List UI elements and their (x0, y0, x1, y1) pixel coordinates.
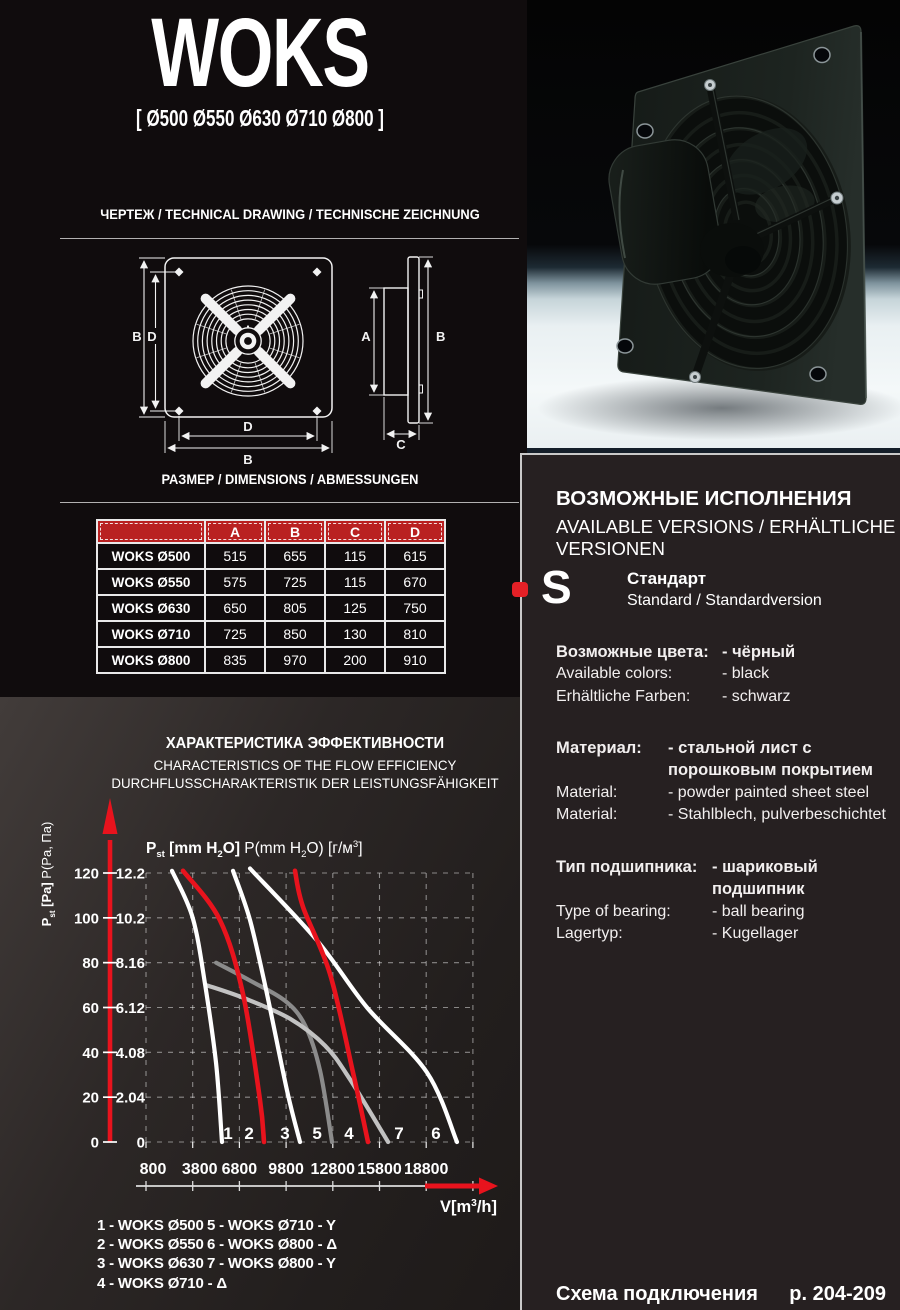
side-view (360, 257, 445, 452)
model-cell: WOKS Ø710 (97, 621, 205, 647)
versions-heading-ru: ВОЗМОЖНЫЕ ИСПОЛНЕНИЯ (556, 487, 852, 510)
spec-label: Erhältliche Farben: (556, 687, 691, 705)
spec-row (556, 901, 890, 923)
dim-label-A-side: A (361, 329, 371, 344)
curve-label-5: 5 (312, 1124, 322, 1143)
value-cell: 835 (205, 647, 265, 673)
model-cell: WOKS Ø630 (97, 595, 205, 621)
value-cell: 575 (205, 569, 265, 595)
spec-label: Материал: (556, 739, 642, 757)
spec-label: Возможные цвета: (556, 643, 709, 661)
x-axis-arrow (479, 1178, 498, 1195)
table-row (97, 595, 445, 621)
column-header-B: B (265, 520, 325, 543)
spec-value: - стальной лист с порошковым покрытием (668, 739, 873, 780)
svg-text:20: 20 (82, 1089, 99, 1107)
svg-text:15800: 15800 (357, 1161, 402, 1178)
spec-value: - ball bearing (712, 902, 805, 920)
spec-value: - чёрный (722, 643, 796, 661)
model-cell: WOKS Ø800 (97, 647, 205, 673)
spec-row (556, 641, 890, 663)
version-name-intl: Standard / Standardversion (627, 592, 822, 609)
svg-text:80: 80 (82, 955, 99, 973)
table-row (97, 569, 445, 595)
product-photo (527, 0, 900, 453)
table-row (97, 543, 445, 569)
footer-connection-diagram: Схема подключения (556, 1283, 758, 1305)
dim-label-D-left: D (147, 329, 157, 344)
value-cell: 725 (265, 569, 325, 595)
svg-text:18800: 18800 (403, 1161, 449, 1178)
svg-text:12800: 12800 (310, 1161, 356, 1178)
svg-text:120: 120 (73, 865, 99, 883)
legend-item: 2 - WOKS Ø550 (97, 1236, 204, 1254)
axis-title: $P_{st}$ [Pa] P(Pa, Па) (39, 821, 57, 927)
footer-page-reference: p. 204-209 (789, 1283, 886, 1305)
spec-bearing (556, 856, 890, 945)
table-row (97, 621, 445, 647)
divider (60, 502, 519, 503)
value-cell: 650 (205, 595, 265, 621)
legend-item: 1 - WOKS Ø500 (97, 1217, 204, 1234)
model-cell: WOKS Ø550 (97, 569, 205, 595)
left-top-panel (0, 0, 520, 697)
spec-label: Lagertyp: (556, 924, 623, 942)
spec-row (556, 804, 890, 826)
axis-title: $P_{st}$ [mm $H_2O$] P(mm $H_2O$) $[г/м^3]$ (146, 839, 363, 860)
page-subtitle: [ Ø500 Ø550 Ø630 Ø710 Ø800 ] (136, 105, 384, 131)
svg-text:40: 40 (82, 1044, 99, 1062)
spec-row (556, 686, 890, 708)
flow-heading-de: DURCHFLUSSCHARAKTERISTIK DER LEISTUNGSFÄHIGKEIT (111, 775, 499, 791)
page-title: WOKS (151, 0, 369, 107)
value-cell: 125 (325, 595, 385, 621)
dim-label-B-bottom: B (243, 452, 253, 467)
red-square-marker (512, 582, 528, 597)
svg-text:10.2: 10.2 (115, 910, 145, 928)
chart-grid (146, 873, 473, 1148)
dimensions-table (96, 519, 446, 674)
column-header-D: D (385, 520, 445, 543)
dim-label-B-side: B (436, 329, 446, 344)
svg-text:8.16: 8.16 (115, 955, 145, 973)
spec-row (556, 923, 890, 945)
spec-value: - Kugellager (712, 924, 799, 942)
versions-heading-intl: AVAILABLE VERSIONS / ERHÄLTLICHE VERSIONEN (556, 516, 896, 559)
spec-value: - Stahlblech, pulverbeschichtet (668, 805, 886, 823)
chart-legend-column-2 (207, 1216, 337, 1274)
value-cell: 750 (385, 595, 445, 621)
spec-label: Type of bearing: (556, 902, 671, 920)
spec-label: Тип подшипника: (556, 858, 698, 876)
value-cell: 115 (325, 543, 385, 569)
svg-text:60: 60 (82, 999, 99, 1017)
flow-chart (0, 790, 525, 1220)
curve-label-7: 7 (394, 1124, 404, 1143)
svg-text:3800: 3800 (181, 1161, 218, 1178)
legend-item: 3 - WOKS Ø630 (97, 1255, 204, 1273)
value-cell: 130 (325, 621, 385, 647)
value-cell: 810 (385, 621, 445, 647)
spec-row (556, 737, 890, 782)
dim-label-D-bottom: D (243, 419, 253, 434)
svg-text:6800: 6800 (221, 1161, 258, 1178)
spec-label: Material: (556, 805, 618, 823)
svg-text:800: 800 (139, 1161, 167, 1178)
legend-item: 4 - WOKS Ø710 - Δ (97, 1274, 227, 1292)
spec-row (556, 856, 890, 901)
dim-extensions (369, 257, 433, 440)
spec-label: Material: (556, 783, 618, 801)
technical-drawing (0, 245, 520, 473)
spec-label: Available colors: (556, 665, 673, 683)
curve-4 (295, 871, 368, 1142)
legend-item: 5 - WOKS Ø710 - Y (207, 1217, 336, 1234)
legend-item: 7 - WOKS Ø800 - Y (207, 1255, 336, 1273)
spec-row (556, 782, 890, 804)
spec-value: - schwarz (722, 687, 791, 705)
dim-lines (374, 260, 428, 434)
value-cell: 200 (325, 647, 385, 673)
divider (60, 238, 519, 239)
spec-value: - powder painted sheet steel (668, 783, 870, 801)
version-badge-s: S (541, 561, 572, 613)
value-cell: 115 (325, 569, 385, 595)
y-axis-arrow (103, 798, 118, 834)
curve-label-3: 3 (280, 1124, 290, 1143)
spec-material (556, 737, 890, 826)
value-cell: 655 (265, 543, 325, 569)
table-corner-cell (97, 520, 205, 543)
curve-label-4: 4 (344, 1124, 354, 1143)
curve-label-6: 6 (431, 1124, 441, 1143)
front-view (131, 258, 332, 467)
svg-text:9800: 9800 (268, 1161, 304, 1178)
svg-text:0: 0 (90, 1134, 99, 1152)
curve-5 (216, 963, 332, 1142)
value-cell: 615 (385, 543, 445, 569)
svg-text:6.12: 6.12 (115, 999, 145, 1017)
version-name-ru: Стандарт (627, 569, 707, 588)
spec-value: - шариковый подшипник (712, 858, 818, 899)
svg-text:0: 0 (136, 1134, 145, 1152)
spec-colors (556, 641, 890, 708)
dim-label-C-side: C (396, 437, 406, 452)
svg-text:100: 100 (73, 910, 99, 928)
column-header-C: C (325, 520, 385, 543)
value-cell: 910 (385, 647, 445, 673)
svg-text:12.2: 12.2 (115, 865, 145, 883)
flow-heading-en: CHARACTERISTICS OF THE FLOW EFFICIENCY (153, 757, 457, 773)
svg-text:4.08: 4.08 (115, 1044, 145, 1062)
value-cell: 805 (265, 595, 325, 621)
legend-item: 6 - WOKS Ø800 - Δ (207, 1236, 337, 1254)
value-cell: 725 (205, 621, 265, 647)
svg-text:2.04: 2.04 (115, 1089, 145, 1107)
spec-row (556, 663, 890, 685)
model-cell: WOKS Ø500 (97, 543, 205, 569)
dimensions-heading: РАЗМЕР / DIMENSIONS / ABMESSUNGEN (161, 471, 419, 487)
curve-2 (183, 871, 264, 1142)
axis-title: $V[m^3/h]$ (439, 1198, 497, 1216)
value-cell: 670 (385, 569, 445, 595)
curve-label-1: 1 (223, 1124, 233, 1143)
value-cell: 850 (265, 621, 325, 647)
value-cell: 515 (205, 543, 265, 569)
technical-drawing-heading: ЧЕРТЕЖ / TECHNICAL DRAWING / TECHNISCHE ZEICHNUNG (100, 206, 480, 222)
table-row (97, 647, 445, 673)
curve-label-2: 2 (244, 1124, 254, 1143)
dim-label-B-left: B (132, 329, 142, 344)
column-header-A: A (205, 520, 265, 543)
value-cell: 970 (265, 647, 325, 673)
spec-value: - black (722, 665, 770, 683)
flow-heading-ru: ХАРАКТЕРИСТИКА ЭФФЕКТИВНОСТИ (165, 735, 445, 752)
